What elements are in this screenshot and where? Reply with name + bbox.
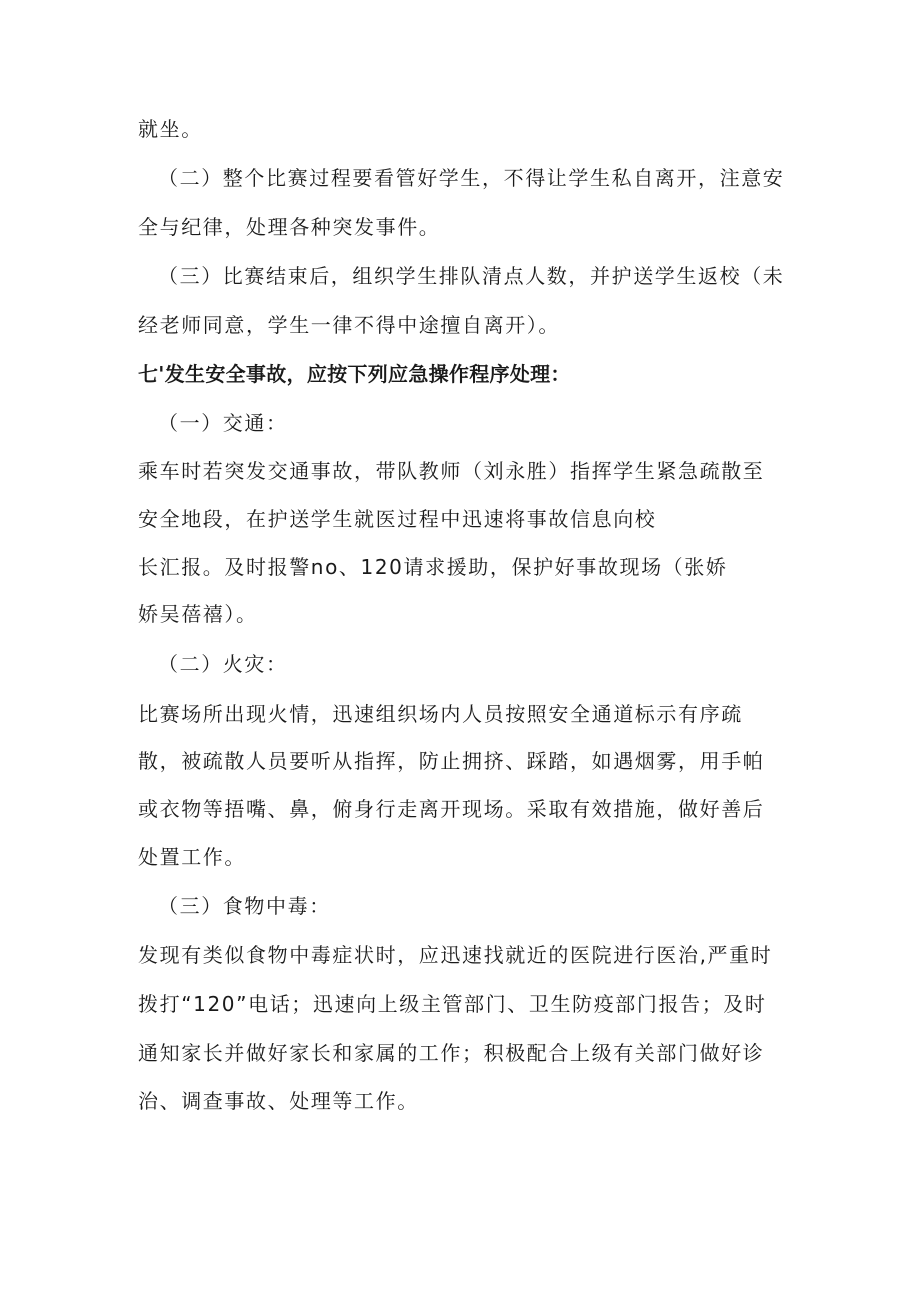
- text-line-10: 长汇报。及时报警no、120请求援助，保护好事故现场（张娇: [138, 555, 728, 579]
- text-line-20: 通知家长并做好家长和家属的工作；积极配合上级有关部门做好诊: [138, 1041, 765, 1065]
- text-line-4: （三）比赛结束后，组织学生排队清点人数，并护送学生返校（未: [158, 264, 785, 288]
- text-line-19: 拨打“120”电话；迅速向上级主管部门、卫生防疫部门报告；及时: [138, 992, 767, 1016]
- section-heading: 七'发生安全事故，应按下列应急操作程序处理：: [138, 362, 571, 386]
- subheading-traffic: （一）交通：: [158, 411, 288, 435]
- text-line-11: 娇吴蓓禧）。: [138, 602, 258, 626]
- text-line-1: 就坐。: [138, 117, 203, 141]
- text-line-2: （二）整个比赛过程要看管好学生，不得让学生私自离开，注意安: [158, 166, 785, 190]
- text-line-15: 或衣物等捂嘴、鼻，俯身行走离开现场。采取有效措施，做好善后: [138, 797, 765, 821]
- text-line-16: 处置工作。: [138, 845, 246, 869]
- text-line-21: 治、调查事故、处理等工作。: [138, 1089, 419, 1113]
- text-line-14: 散，被疏散人员要听从指挥，防止拥挤、踩踏，如遇烟雾，用手帕: [138, 749, 765, 773]
- text-line-18: 发现有类似食物中毒症状时，应迅速找就近的医院进行医治,严重时: [138, 943, 773, 967]
- subheading-food-poisoning: （三）食物中毒：: [158, 894, 331, 918]
- text-line-8: 乘车时若突发交通事故，带队教师（刘永胜）指挥学生紧急疏散至: [138, 459, 765, 483]
- text-line-13: 比赛场所出现火情，迅速组织场内人员按照安全通道标示有序疏: [138, 702, 743, 726]
- text-line-5: 经老师同意，学生一律不得中途擅自离开）。: [138, 313, 560, 337]
- subheading-fire: （二）火灾：: [158, 652, 288, 676]
- text-line-3: 全与纪律，处理各种突发事件。: [138, 215, 441, 239]
- text-line-9: 安全地段，在护送学生就医过程中迅速将事故信息向校: [138, 507, 657, 531]
